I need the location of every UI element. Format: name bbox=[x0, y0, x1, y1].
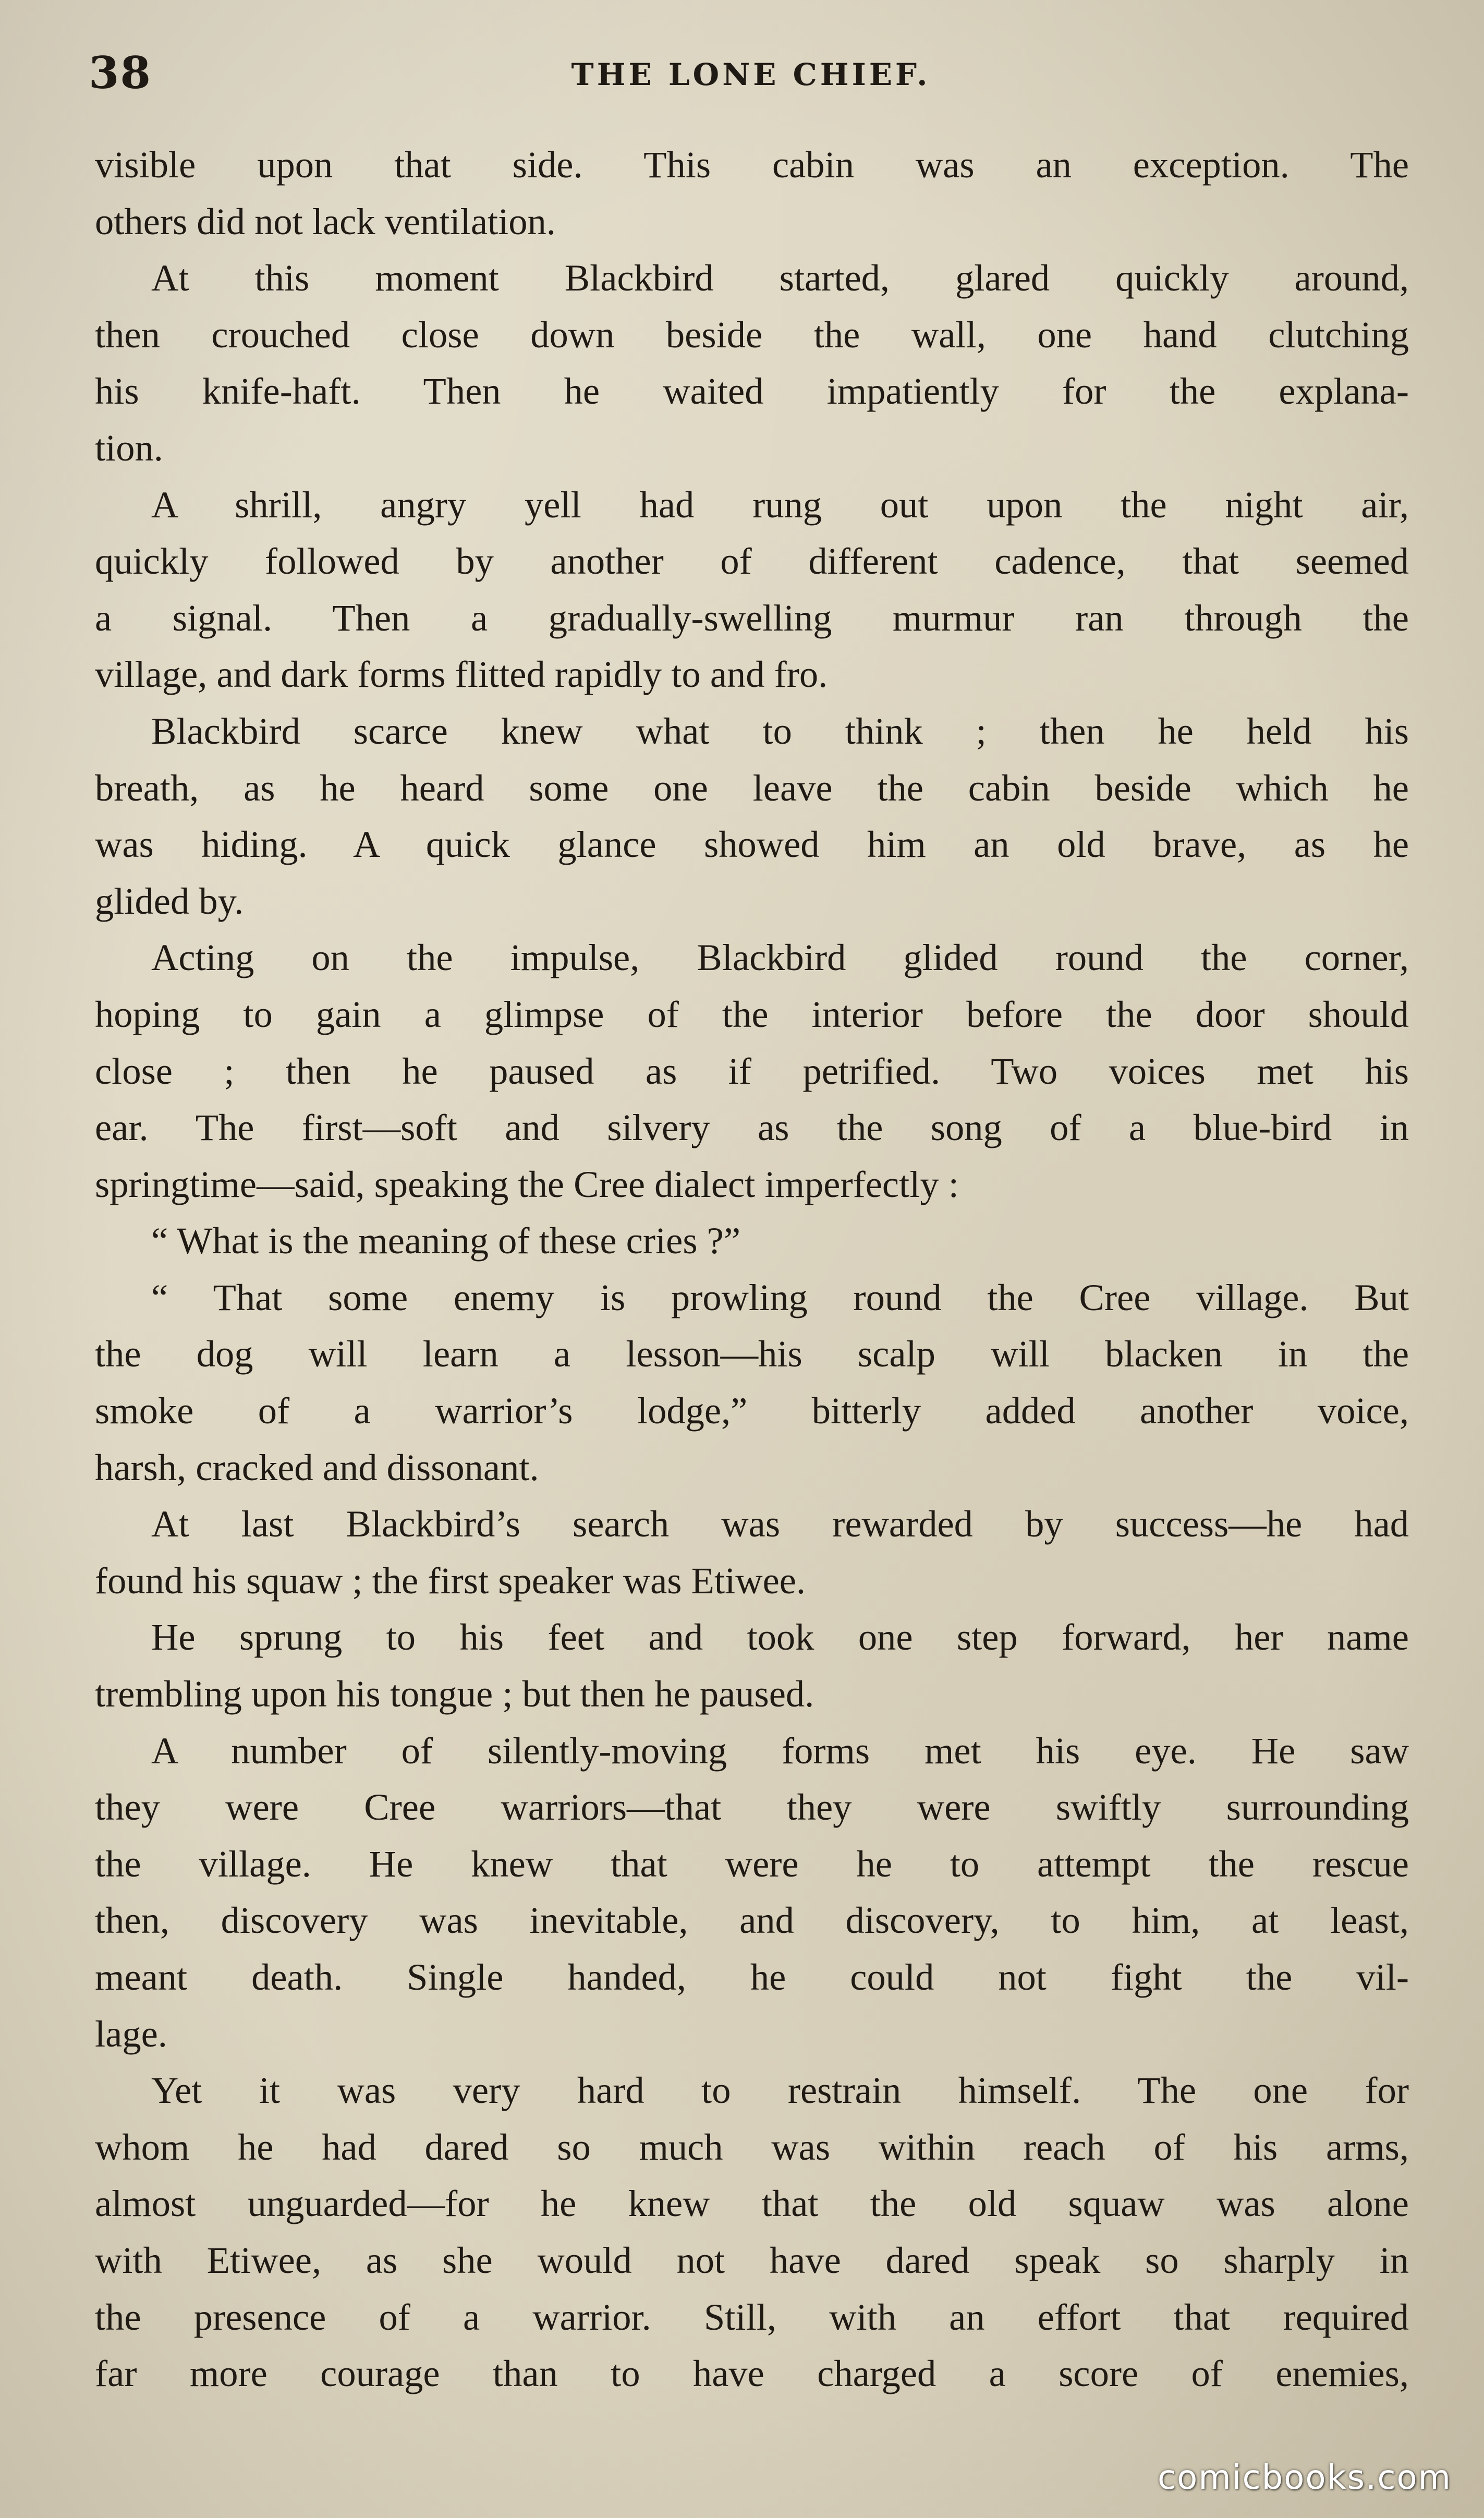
text-line: Blackbird scarce knew what to think ; then he held his bbox=[151, 709, 1409, 752]
text-line: his knife-haft. Then he waited impatiently for the explana- bbox=[95, 370, 1409, 413]
text-line: village, and dark forms flitted rapidly to and fro. bbox=[95, 653, 828, 696]
page-number: 38 bbox=[89, 47, 152, 99]
body-text bbox=[95, 137, 1409, 2402]
text-line: smoke of a warrior’s lodge,” bitterly added another voice, bbox=[95, 1389, 1409, 1432]
text-line: a signal. Then a gradually-swelling murmur ran through the bbox=[95, 596, 1409, 639]
text-line: the presence of a warrior. Still, with an effort that required bbox=[95, 2295, 1409, 2338]
text-line: lage. bbox=[95, 2012, 167, 2055]
text-line: the dog will learn a lesson—his scalp will blacken in the bbox=[95, 1333, 1409, 1375]
text-line: whom he had dared so much was within reach of his arms, bbox=[95, 2125, 1409, 2168]
text-line: glided by. bbox=[95, 879, 244, 922]
text-line: A shrill, angry yell had rung out upon the night air, bbox=[151, 483, 1409, 526]
text-line: ear. The first—soft and silvery as the song of a blue-bird in bbox=[95, 1106, 1409, 1149]
page-header bbox=[89, 42, 1413, 104]
text-line: harsh, cracked and dissonant. bbox=[95, 1446, 539, 1488]
text-line: Acting on the impulse, Blackbird glided round the corner, bbox=[151, 936, 1409, 979]
text-line: trembling upon his tongue ; but then he paused. bbox=[95, 1673, 814, 1715]
text-line: tion. bbox=[95, 426, 163, 469]
text-line: the village. He knew that were he to attempt the rescue bbox=[95, 1842, 1409, 1885]
text-line: breath, as he heard some one leave the cabin beside which he bbox=[95, 766, 1409, 809]
text-line: close ; then he paused as if petrified. Two voices met his bbox=[95, 1049, 1409, 1092]
text-line: springtime—said, speaking the Cree dialect imperfectly : bbox=[95, 1163, 959, 1205]
text-line: found his squaw ; the first speaker was Etiwee. bbox=[95, 1559, 806, 1602]
text-line: far more courage than to have charged a score of enemies, bbox=[95, 2352, 1409, 2395]
text-line: At this moment Blackbird started, glared quickly around, bbox=[151, 257, 1409, 299]
running-title: THE LONE CHIEF. bbox=[571, 57, 931, 92]
text-line: hoping to gain a glimpse of the interior before the door should bbox=[95, 992, 1409, 1035]
text-line: others did not lack ventilation. bbox=[95, 200, 556, 243]
watermark: comicbooks.com bbox=[1157, 2459, 1452, 2497]
text-line: “ What is the meaning of these cries ?” bbox=[151, 1219, 741, 1262]
text-line: then, discovery was inevitable, and discovery, to him, at least, bbox=[95, 1899, 1409, 1942]
text-line: with Etiwee, as she would not have dared speak so sharply in bbox=[95, 2238, 1409, 2281]
text-line: He sprung to his feet and took one step forward, her name bbox=[151, 1616, 1409, 1659]
text-line: then crouched close down beside the wall, one hand clutching bbox=[95, 313, 1409, 356]
text-line: was hiding. A quick glance showed him an old brave, as he bbox=[95, 823, 1409, 866]
text-line: “ That some enemy is prowling round the Cree village. But bbox=[151, 1276, 1409, 1318]
text-line: At last Blackbird’s search was rewarded by success—he had bbox=[151, 1503, 1409, 1545]
text-line: A number of silently-moving forms met his eye. He saw bbox=[151, 1729, 1409, 1772]
text-line: almost unguarded—for he knew that the old squaw was alone bbox=[95, 2182, 1409, 2225]
text-line: they were Cree warriors—that they were swiftly surrounding bbox=[95, 1786, 1409, 1829]
text-line: Yet it was very hard to restrain himself. The one for bbox=[151, 2069, 1409, 2112]
text-line: quickly followed by another of different cadence, that seemed bbox=[95, 540, 1409, 583]
text-line: meant death. Single handed, he could not fight the vil- bbox=[95, 1956, 1409, 1998]
text-line: visible upon that side. This cabin was an exception. The bbox=[95, 143, 1409, 186]
